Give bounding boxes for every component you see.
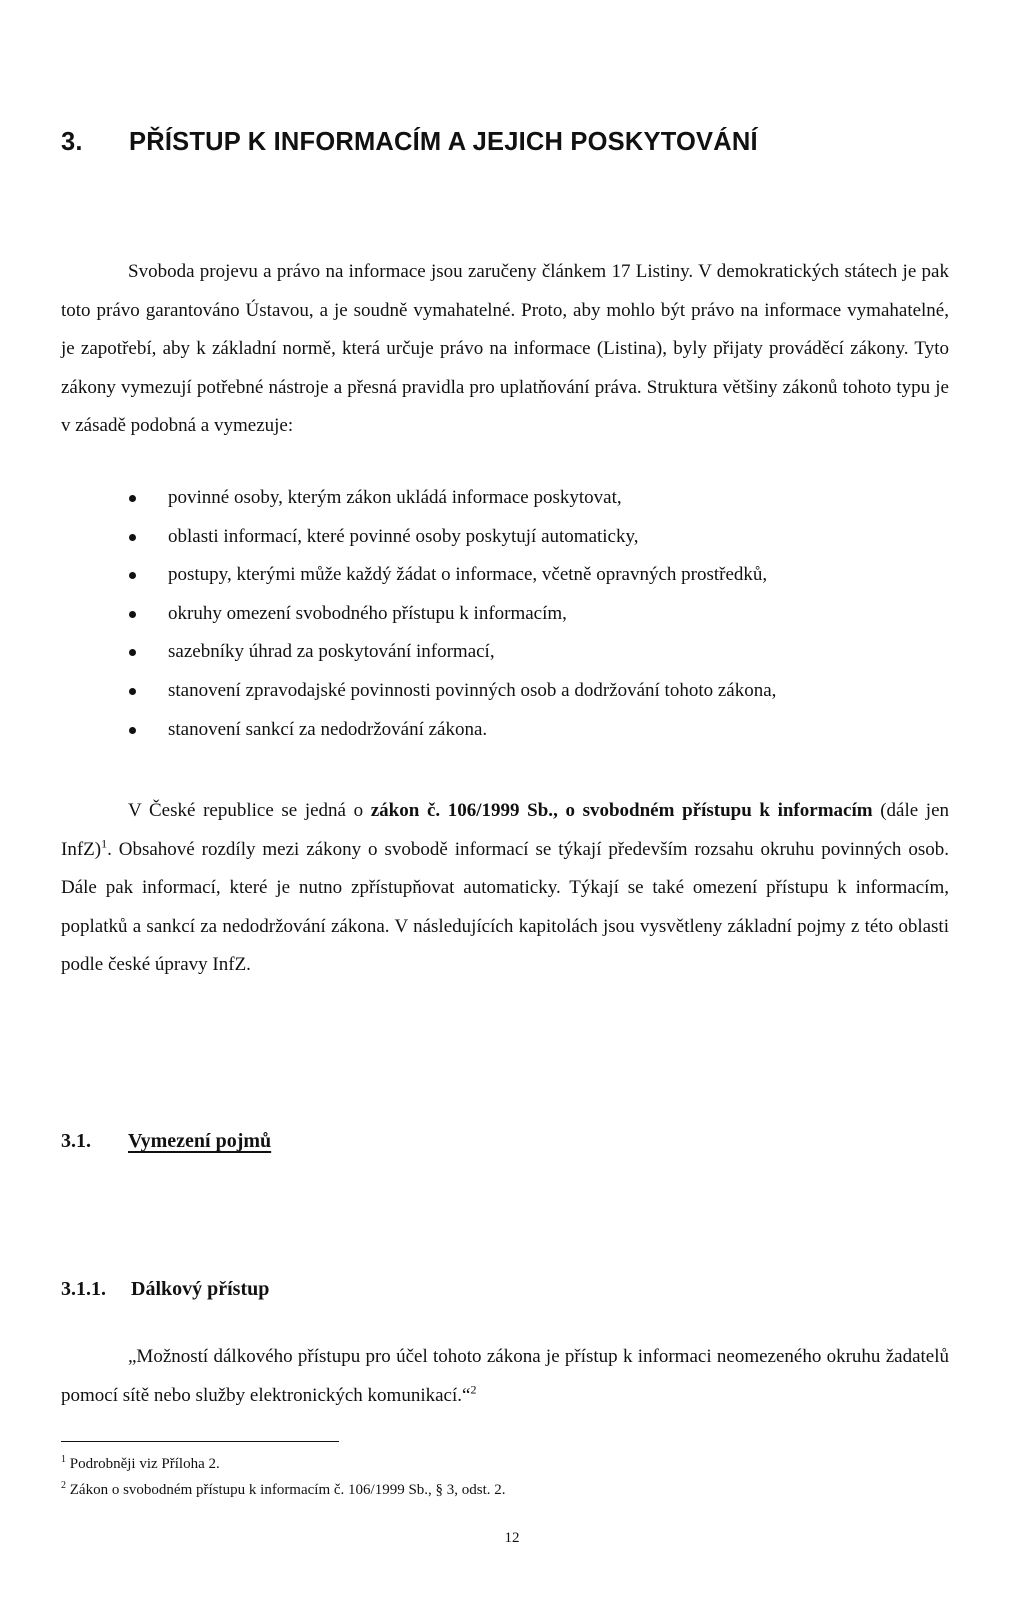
footnote-ref[interactable]: 2 [470, 1382, 477, 1397]
footnote-ref[interactable]: 1 [101, 836, 108, 851]
page-number: 12 [504, 1530, 520, 1546]
bullet-list [61, 485, 949, 755]
section-title-text: Vymezení pojmů [128, 1130, 272, 1152]
bullet-icon [129, 572, 136, 579]
list-item: postupy, kterými může každý žádat o informace, včetně opravných prostředků, [61, 562, 949, 601]
list-item: oblasti informací, které povinné osoby poskytují automaticky, [61, 524, 949, 563]
quote-paragraph [61, 1338, 949, 1415]
list-item: stanovení sankcí za nedodržování zákona. [61, 717, 949, 756]
law-name: zákon č. 106/1999 Sb. [370, 800, 554, 821]
footnote-item: $^1$ Podrobněji viz Příloha 2. [61, 1454, 220, 1472]
bullet-icon [129, 534, 136, 541]
list-item: povinné osoby, kterým zákon ukládá informace poskytovat, [61, 485, 949, 524]
intro-text: Svoboda projevu a právo na informace jsou zaručeny článkem 17 Listiny. V demokratických státech je pak toto právo garantováno Ústavou, a je soudně vymahatelné. Proto, aby mohlo být právo na informace vymahatelné, je zapotřebí, aby k základní normě, která určuje právo na informace (Listina), byly přijaty prováděcí zákony. Tyto zákony vymezují potřebné nástroje a přesná pravidla pro uplatňování práva. Struktura většiny zákonů tohoto typu je v zásadě podobná a vymezuje: [61, 261, 949, 436]
chapter-number: 3. [61, 128, 83, 156]
bullet-icon [129, 611, 136, 618]
chapter-title-text: PŘÍSTUP K INFORMACÍM A JEJICH POSKYTOVÁNÍ [129, 128, 758, 156]
footnotes [61, 1449, 506, 1501]
footnote-divider [61, 1441, 339, 1442]
list-item: okruhy omezení svobodného přístupu k informacím, [61, 601, 949, 640]
footnote-item: $^2$ Zákon o svobodném přístupu k informacím č. 106/1999 Sb., § 3, odst. 2. [61, 1480, 506, 1498]
subsection-number: 3.1.1. [61, 1278, 106, 1300]
subsection-title [61, 1278, 269, 1301]
subsection-title-text: Dálkový přístup [131, 1278, 270, 1300]
law-title: o svobodném přístupu k informacím [565, 800, 873, 821]
bullet-icon [129, 688, 136, 695]
intro-paragraph [61, 253, 949, 446]
list-item: sazebníky úhrad za poskytování informací, [61, 639, 949, 678]
bullet-icon [129, 649, 136, 656]
chapter-title [61, 128, 758, 157]
list-item: stanovení zpravodajské povinnosti povinných osob a dodržování tohoto zákona, [61, 678, 949, 717]
bullet-icon [129, 727, 136, 734]
section-title [61, 1130, 271, 1153]
quote-text: „Možností dálkového přístupu pro účel tohoto zákona je přístup k informaci neomezeného okruhu žadatelů pomocí sítě nebo služby elektronických komunikací.“ [61, 1346, 949, 1406]
section-number: 3.1. [61, 1130, 91, 1152]
bullet-icon [129, 495, 136, 502]
law-paragraph: V České republice se jedná o zákon č. 106/1999 Sb., o svobodném přístupu k informacím (dále jen InfZ)$^1$. Obsahové rozdíly mezi zákony o svobodě informací se týkají především rozsahu okruhu povinných osob. Dále pak informací, které je nutno zpřístupňovat automaticky. Týkají se také omezení přístupu k informacím, poplatků a sankcí za nedodržování zákona. V následujících kapitolách jsou vysvětleny základní pojmy z této oblasti podle české úpravy InfZ. [61, 800, 950, 975]
